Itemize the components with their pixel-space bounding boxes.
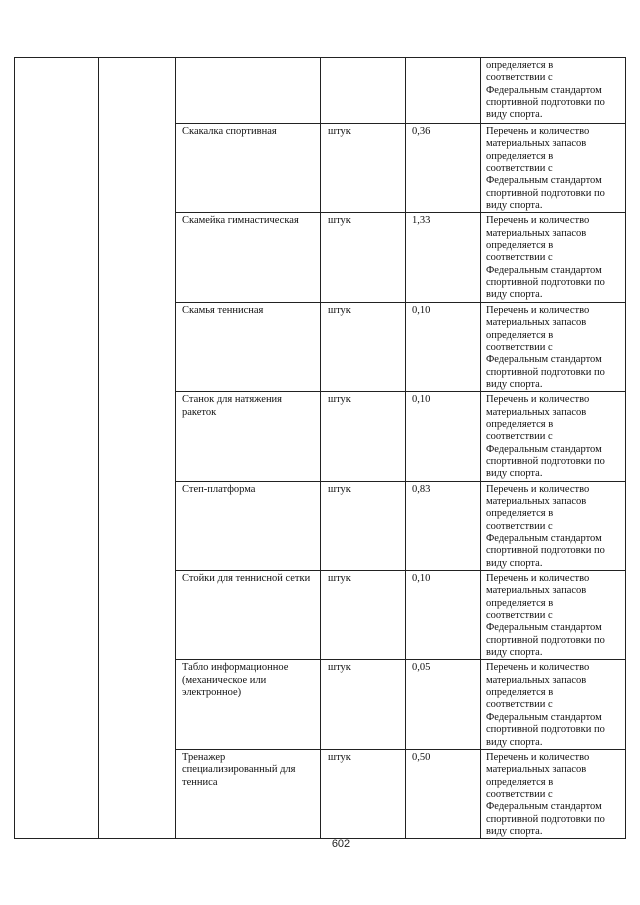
table-row-continuation — [15, 58, 626, 124]
name-cell — [176, 392, 321, 481]
unit-cell — [321, 124, 406, 213]
unit-text: штук — [328, 662, 351, 674]
name-cell — [176, 302, 321, 391]
qty-cell — [406, 124, 481, 213]
note-text: Перечень и количество материальных запасов определяется в соответствии с Федеральным стандартом спортивной подготовки по виду спорта. — [486, 751, 605, 837]
unit-text: штук — [328, 573, 351, 585]
quantity-text: 0,50 — [412, 751, 431, 763]
qty-cell — [406, 571, 481, 660]
unit-text: штук — [328, 215, 351, 227]
unit-cell — [321, 481, 406, 570]
name-cell — [176, 749, 321, 838]
unit-cell — [321, 302, 406, 391]
unit-cell — [321, 392, 406, 481]
item-name: Станок для натяжения ракеток — [182, 394, 283, 418]
merged-cell-column-1 — [15, 58, 99, 839]
note-text: Перечень и количество материальных запасов определяется в соответствии с Федеральным стандартом спортивной подготовки по виду спорта. — [486, 573, 605, 659]
note-cell — [481, 58, 626, 124]
note-text: Перечень и количество материальных запасов определяется в соответствии с Федеральным стандартом спортивной подготовки по виду спорта. — [486, 662, 605, 748]
qty-cell — [406, 660, 481, 749]
note-text-continuation: определяется в соответствии с Федеральным стандартом спортивной подготовки по виду спорта. — [486, 60, 605, 121]
note-cell — [481, 481, 626, 570]
note-text: Перечень и количество материальных запасов определяется в соответствии с Федеральным стандартом спортивной подготовки по виду спорта. — [486, 215, 605, 301]
unit-cell — [321, 571, 406, 660]
item-name: Табло информационное (механическое или электронное) — [182, 662, 289, 699]
note-cell — [481, 302, 626, 391]
item-name: Степ-платформа — [182, 483, 256, 495]
name-cell — [176, 660, 321, 749]
empty-qty-cell — [406, 58, 481, 124]
unit-cell — [321, 213, 406, 302]
note-cell — [481, 124, 626, 213]
empty-name-cell — [176, 58, 321, 124]
note-text: Перечень и количество материальных запасов определяется в соответствии с Федеральным стандартом спортивной подготовки по виду спорта. — [486, 304, 605, 390]
equipment-table — [14, 57, 626, 839]
item-name: Скамья теннисная — [182, 304, 264, 316]
unit-text: штук — [328, 751, 351, 763]
note-cell — [481, 749, 626, 838]
merged-cell-column-2 — [99, 58, 176, 839]
name-cell — [176, 124, 321, 213]
note-text: Перечень и количество материальных запасов определяется в соответствии с Федеральным стандартом спортивной подготовки по виду спорта. — [486, 126, 605, 212]
unit-text: штук — [328, 304, 351, 316]
unit-cell — [321, 660, 406, 749]
quantity-text: 0,10 — [412, 573, 431, 585]
item-name: Тренажер специализированный для тенниса — [182, 751, 296, 788]
item-name: Скакалка спортивная — [182, 126, 277, 137]
item-name: Стойки для теннисной сетки — [182, 573, 311, 585]
item-name: Скамейка гимнастическая — [182, 215, 299, 227]
note-text: Перечень и количество материальных запасов определяется в соответствии с Федеральным стандартом спортивной подготовки по виду спорта. — [486, 483, 605, 569]
note-cell — [481, 392, 626, 481]
note-cell — [481, 660, 626, 749]
name-cell — [176, 481, 321, 570]
qty-cell — [406, 213, 481, 302]
page-number: 602 — [331, 838, 351, 850]
quantity-text: 0,05 — [412, 662, 431, 674]
quantity-text: 0,36 — [412, 126, 431, 137]
empty-unit-cell — [321, 58, 406, 124]
note-cell — [481, 213, 626, 302]
name-cell — [176, 571, 321, 660]
qty-cell — [406, 749, 481, 838]
quantity-text: 0,10 — [412, 394, 431, 406]
unit-text: штук — [328, 483, 351, 495]
quantity-text: 1,33 — [412, 215, 431, 227]
note-text: Перечень и количество материальных запасов определяется в соответствии с Федеральным стандартом спортивной подготовки по виду спорта. — [486, 394, 605, 480]
quantity-text: 0,10 — [412, 304, 431, 316]
qty-cell — [406, 481, 481, 570]
unit-cell — [321, 749, 406, 838]
qty-cell — [406, 302, 481, 391]
unit-text: штук — [328, 126, 351, 137]
qty-cell — [406, 392, 481, 481]
note-cell — [481, 571, 626, 660]
equipment-table-body — [15, 58, 626, 839]
unit-text: штук — [328, 394, 351, 406]
quantity-text: 0,83 — [412, 483, 431, 495]
name-cell — [176, 213, 321, 302]
